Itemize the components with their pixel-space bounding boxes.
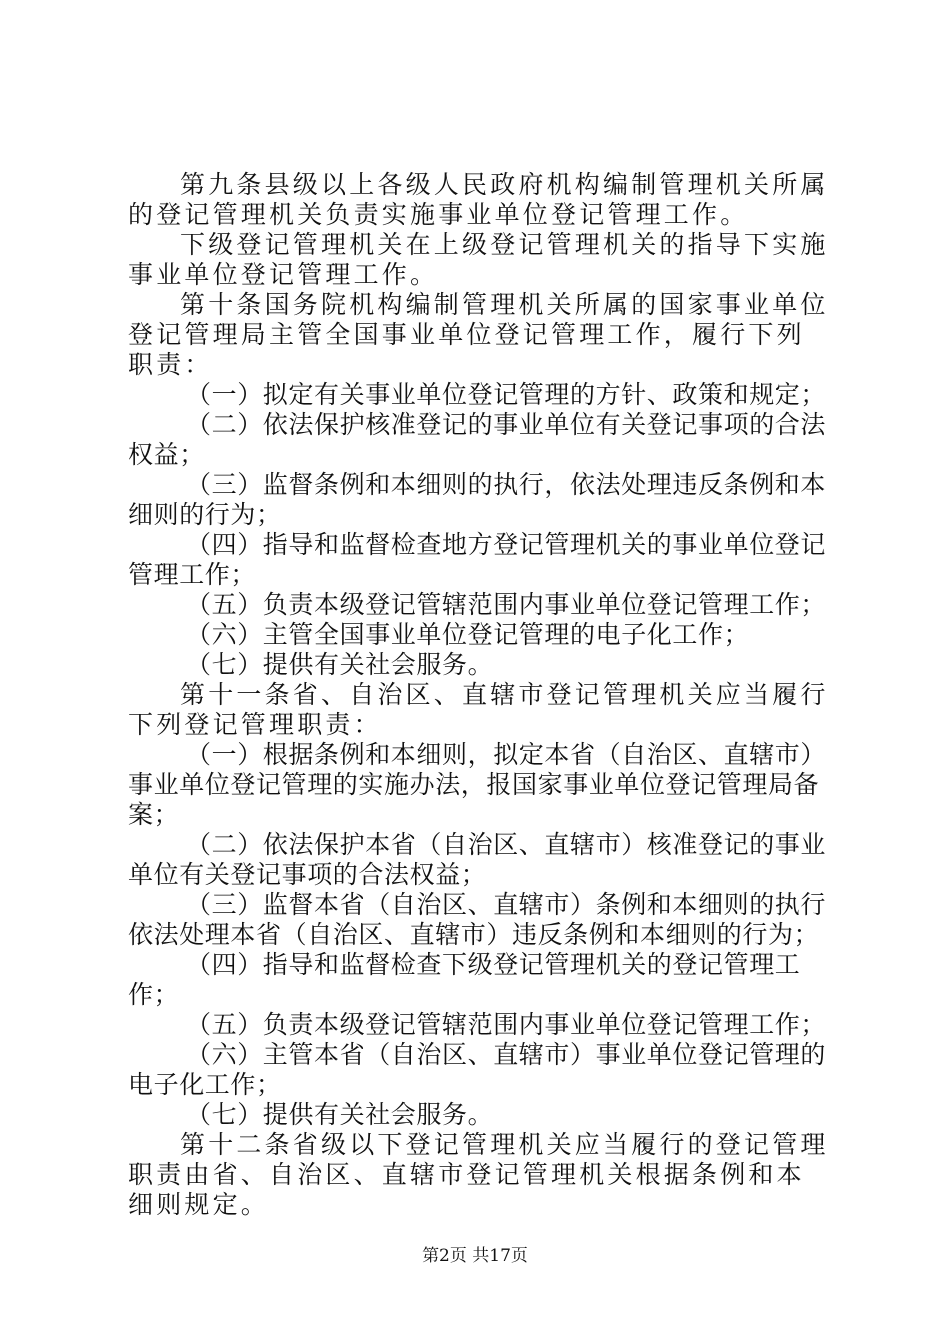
paragraph-article-9: 第九条县级以上各级人民政府机构编制管理机关所属的登记管理机关负责实施事业单位登记管理工作。: [128, 170, 829, 229]
list-item-11-2: （二）依法保护本省（自治区、直辖市）核准登记的事业单位有关登记事项的合法权益；: [128, 830, 827, 889]
list-item-11-5: （五）负责本级登记管辖范围内事业单位登记管理工作；: [186, 1010, 827, 1039]
list-item-11-7: （七）提供有关社会服务。: [186, 1100, 494, 1129]
paragraph-article-11: 第十一条省、自治区、直辖市登记管理机关应当履行下列登记管理职责：: [128, 680, 829, 739]
list-item-10-5: （五）负责本级登记管辖范围内事业单位登记管理工作；: [186, 590, 827, 619]
list-item-10-6: （六）主管全国事业单位登记管理的电子化工作；: [186, 620, 750, 649]
paragraph-article-12: 第十二条省级以下登记管理机关应当履行的登记管理职责由省、自治区、直辖市登记管理机关根据条例和本细则规定。: [128, 1130, 829, 1219]
list-item-10-2: （二）依法保护核准登记的事业单位有关登记事项的合法权益；: [128, 410, 827, 469]
paragraph-article-9-sub: 下级登记管理机关在上级登记管理机关的指导下实施事业单位登记管理工作。: [128, 230, 829, 289]
list-item-10-7: （七）提供有关社会服务。: [186, 650, 494, 679]
paragraph-article-10: 第十条国务院机构编制管理机关所属的国家事业单位登记管理局主管全国事业单位登记管理工作，履行下列职责：: [128, 290, 829, 379]
list-item-10-1: （一）拟定有关事业单位登记管理的方针、政策和规定；: [186, 380, 827, 409]
list-item-11-1: （一）根据条例和本细则，拟定本省（自治区、直辖市）事业单位登记管理的实施办法，报国家事业单位登记管理局备案；: [128, 740, 827, 829]
list-item-11-6: （六）主管本省（自治区、直辖市）事业单位登记管理的电子化工作；: [128, 1040, 827, 1099]
list-item-10-3: （三）监督条例和本细则的执行，依法处理违反条例和本细则的行为；: [128, 470, 827, 529]
list-item-11-3: （三）监督本省（自治区、直辖市）条例和本细则的执行依法处理本省（自治区、直辖市）违反条例和本细则的行为；: [128, 890, 827, 949]
page-footer: 第2页 共17页: [422, 1246, 528, 1266]
list-item-11-4: （四）指导和监督检查下级登记管理机关的登记管理工作；: [128, 950, 801, 1009]
document-body: [128, 170, 832, 1220]
list-item-10-4: （四）指导和监督检查地方登记管理机关的事业单位登记管理工作；: [128, 530, 827, 589]
